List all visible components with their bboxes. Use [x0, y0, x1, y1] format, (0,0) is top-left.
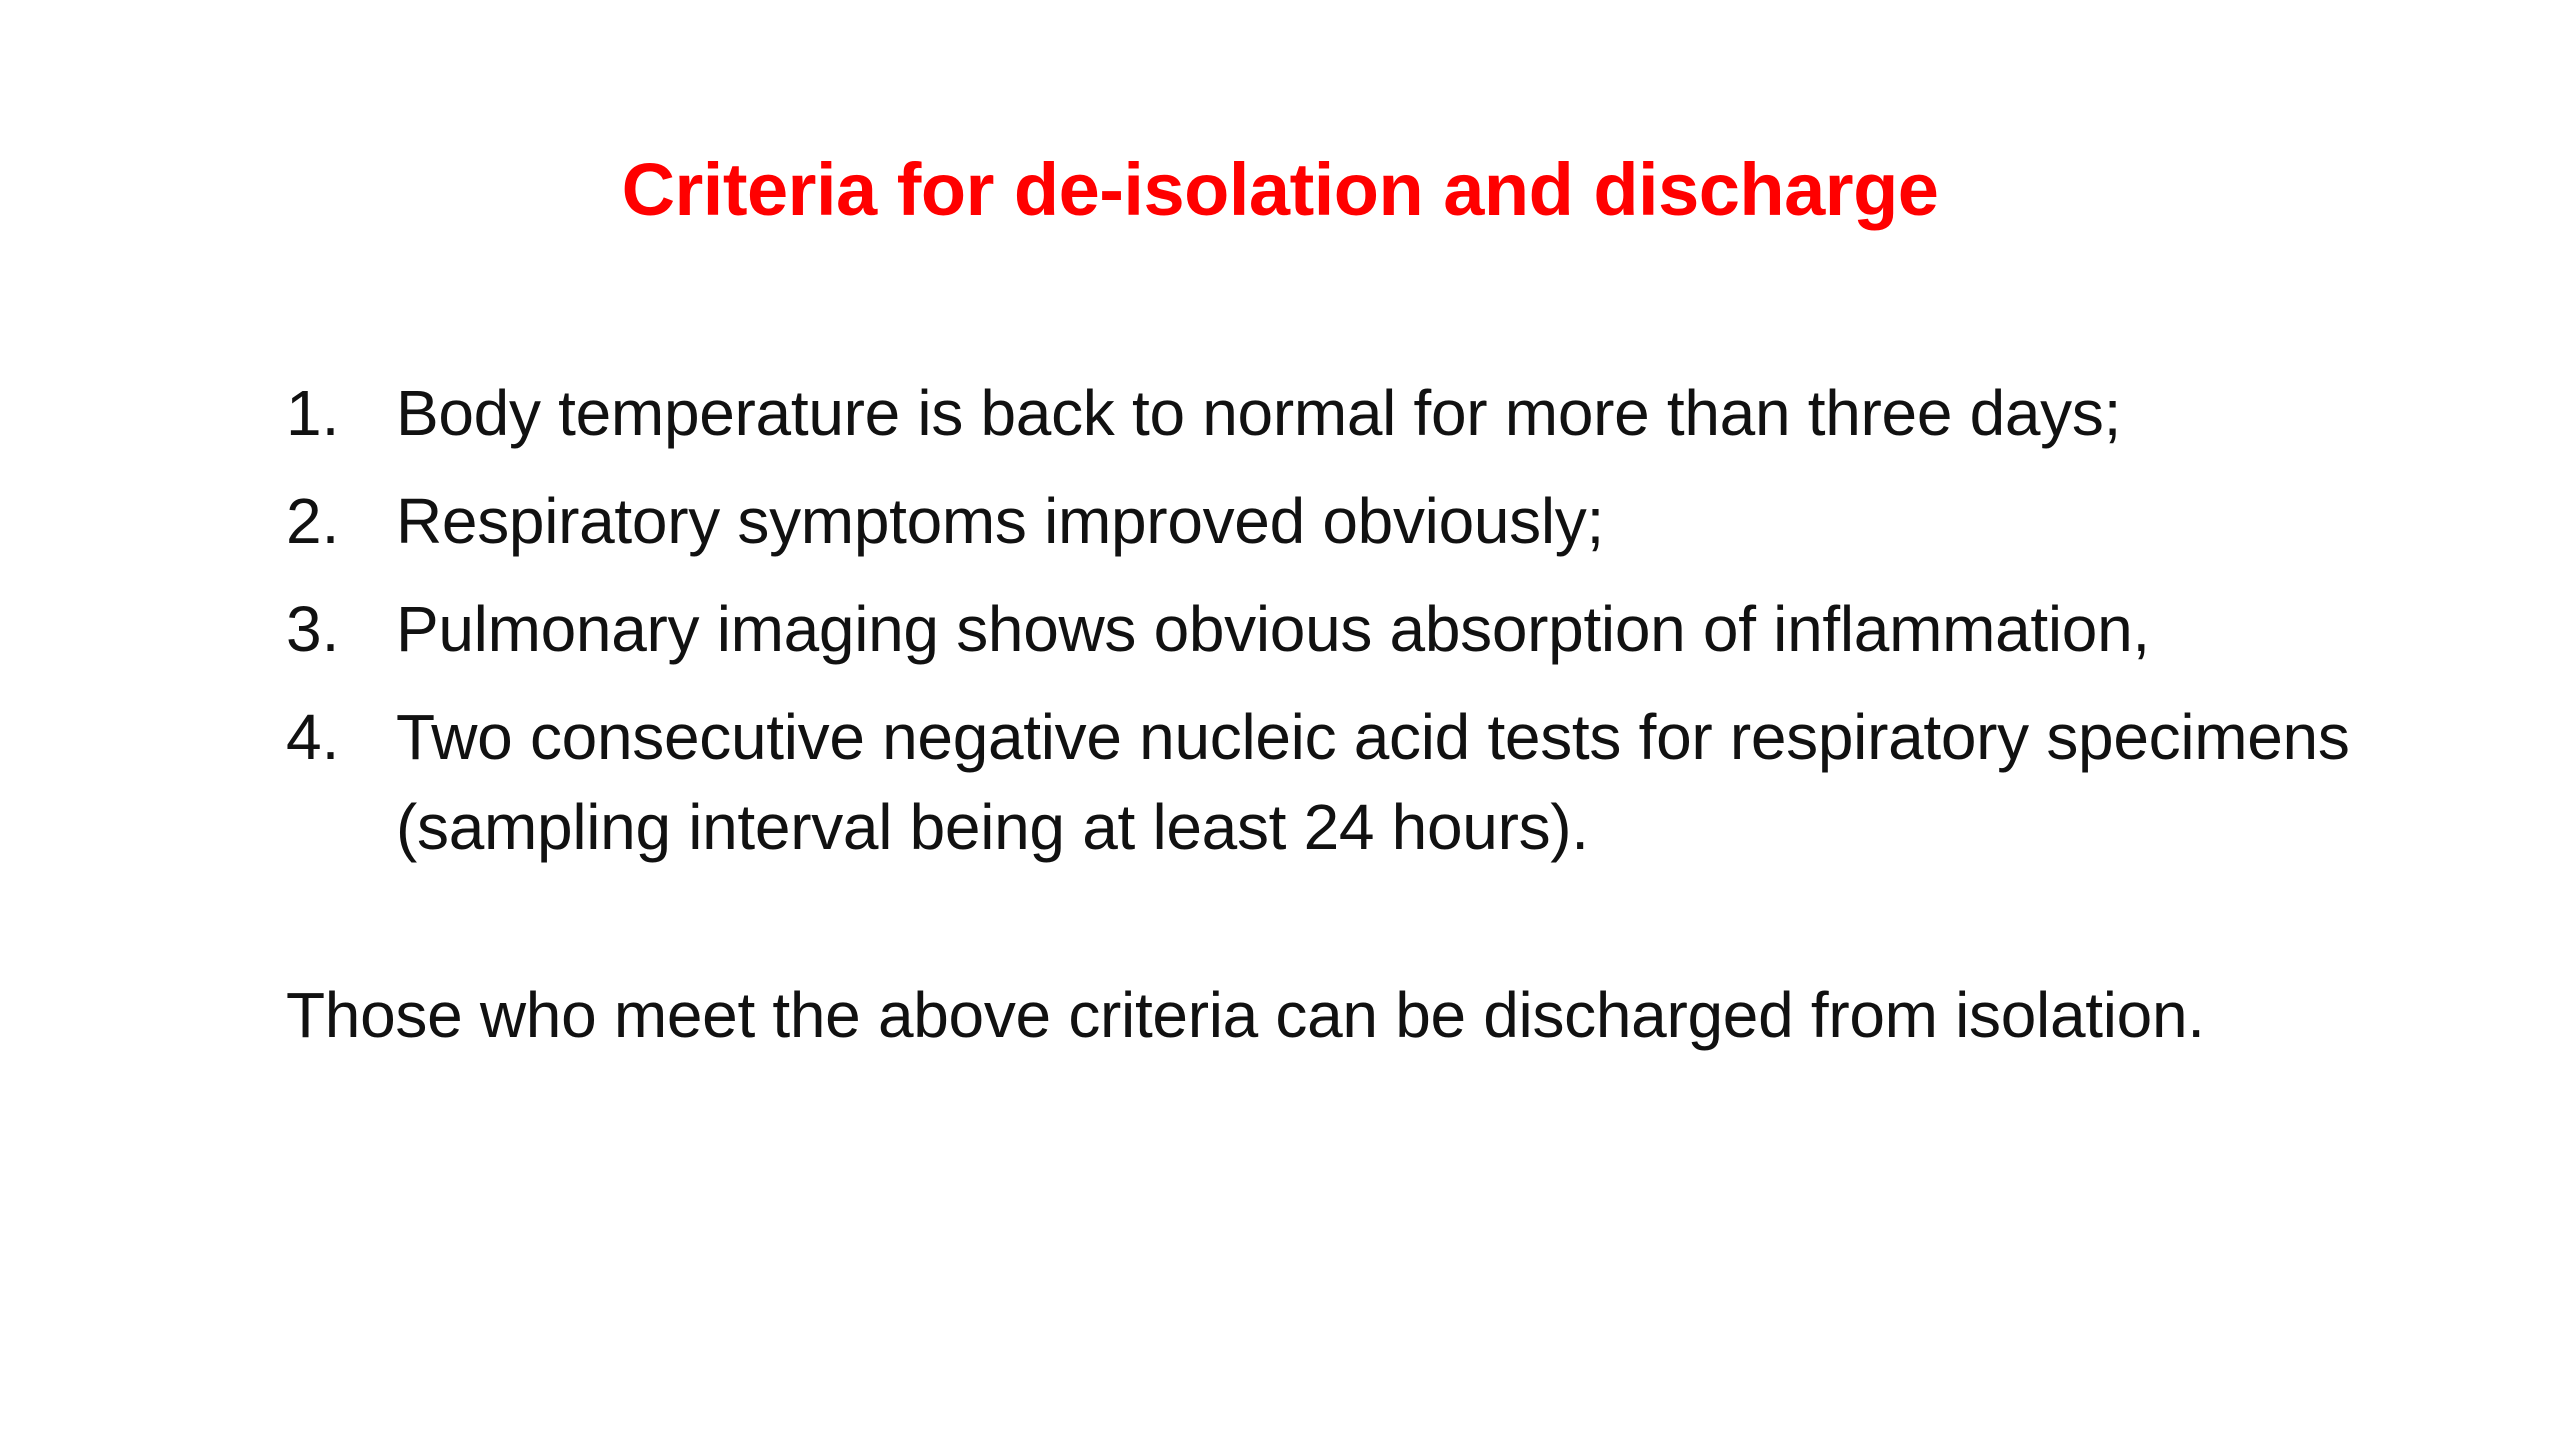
criteria-text: Pulmonary imaging shows obvious absorption of inflammation,	[396, 593, 2150, 665]
conclusion-text: Those who meet the above criteria can be discharged from isolation.	[286, 979, 2205, 1051]
criteria-text: Two consecutive negative nucleic acid tests for respiratory specimens (sampling interval being at least 24 hours).	[396, 701, 2350, 863]
criteria-number: 2.	[286, 485, 340, 557]
slide-title: Criteria for de-isolation and discharge	[621, 148, 1939, 231]
criteria-number: 1.	[286, 377, 340, 449]
criteria-text: Body temperature is back to normal for more than three days;	[396, 377, 2122, 449]
criteria-item-1	[286, 368, 2446, 458]
criteria-number: 4.	[286, 701, 340, 773]
criteria-item-2	[286, 476, 2446, 566]
criteria-item-4	[286, 692, 2446, 872]
criteria-list	[286, 368, 2446, 890]
criteria-number: 3.	[286, 593, 340, 665]
criteria-item-3	[286, 584, 2446, 674]
criteria-text: Respiratory symptoms improved obviously;	[396, 485, 1604, 557]
